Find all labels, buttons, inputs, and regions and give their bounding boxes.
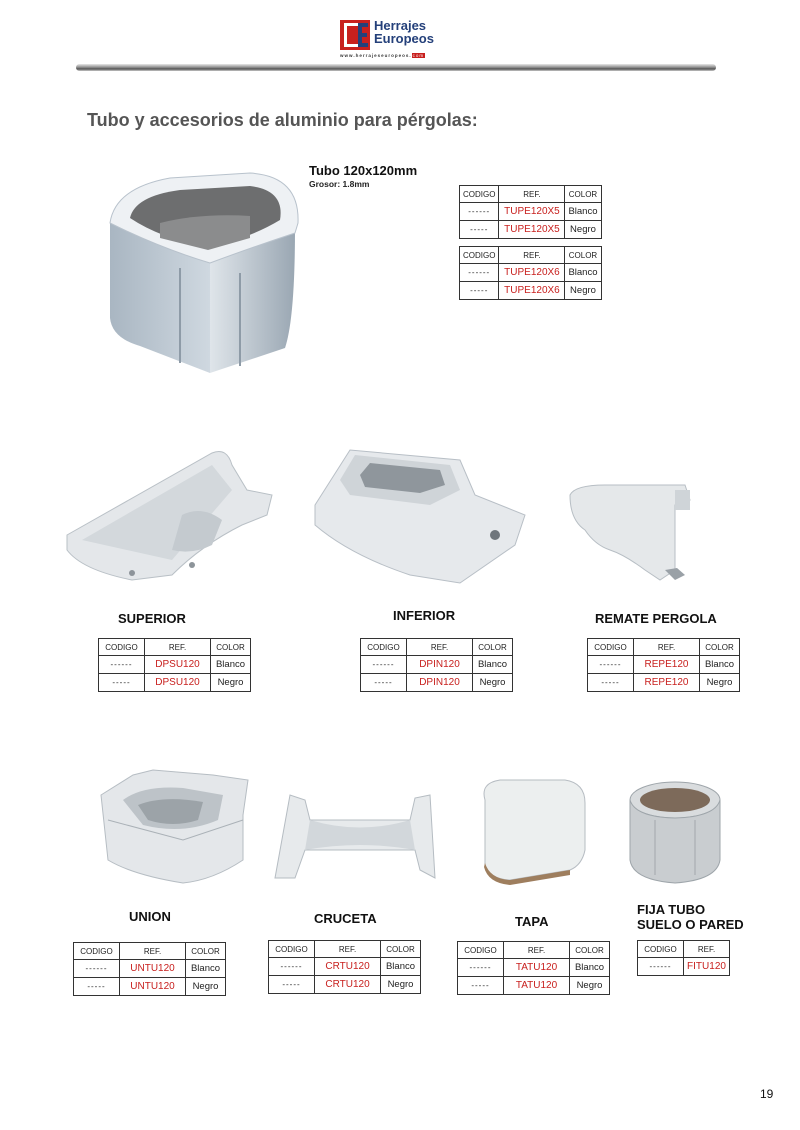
cell-codigo: -----: [99, 674, 145, 692]
cell-color: Blanco: [211, 656, 251, 674]
cell-ref: DPSU120: [145, 656, 211, 674]
cell-ref: TUPE120X5: [499, 203, 565, 221]
inferior-name: INFERIOR: [393, 608, 456, 623]
col-ref: REF.: [499, 247, 565, 264]
cell-ref: CRTU120: [315, 976, 381, 994]
brand-url: [340, 53, 425, 58]
inferior-image: [310, 435, 532, 585]
cell-color: Negro: [381, 976, 421, 994]
col-ref: REF.: [499, 186, 565, 203]
page-number: 19: [760, 1087, 774, 1101]
table-row: [361, 674, 513, 692]
cell-color: Negro: [211, 674, 251, 692]
table-header: [74, 943, 226, 960]
table-row: [99, 674, 251, 692]
brand-logo: [340, 17, 450, 63]
table-row: [588, 656, 740, 674]
tube-table-1: [459, 185, 602, 239]
cruceta-image: [270, 790, 440, 885]
col-color: COLOR: [381, 941, 421, 958]
table-header: [460, 186, 602, 203]
cell-codigo: -----: [588, 674, 634, 692]
brand-url-suffix: com: [412, 53, 425, 58]
cell-color: Blanco: [186, 960, 226, 978]
brand-name: [374, 19, 434, 45]
cell-color: Blanco: [700, 656, 740, 674]
logo-mark-icon: [340, 20, 370, 50]
table-row: [74, 960, 226, 978]
table-row: [458, 959, 610, 977]
col-color: COLOR: [473, 639, 513, 656]
cell-color: Negro: [565, 221, 601, 239]
cell-ref: REPE120: [634, 674, 700, 692]
cell-ref: TUPE120X5: [499, 221, 565, 239]
superior-name: SUPERIOR: [118, 611, 186, 626]
cell-color: Blanco: [570, 959, 610, 977]
col-ref: REF.: [407, 639, 473, 656]
col-codigo: CODIGO: [460, 247, 499, 264]
cell-ref: CRTU120: [315, 958, 381, 976]
table-row: [269, 976, 421, 994]
cell-codigo: -----: [460, 282, 499, 300]
table-row: [269, 958, 421, 976]
cell-ref: REPE120: [634, 656, 700, 674]
cell-codigo: -----: [269, 976, 315, 994]
table-header: [588, 639, 740, 656]
fija-image: [625, 775, 725, 887]
table-header: [638, 941, 730, 958]
remate-name: REMATE PERGOLA: [595, 611, 717, 626]
col-codigo: CODIGO: [269, 941, 315, 958]
tapa-table: [457, 941, 610, 995]
table-row: [361, 656, 513, 674]
cell-color: Negro: [473, 674, 513, 692]
col-ref: REF.: [145, 639, 211, 656]
col-codigo: CODIGO: [74, 943, 120, 960]
table-row: [460, 203, 602, 221]
cell-ref: TATU120: [504, 959, 570, 977]
union-name: UNION: [129, 909, 171, 924]
col-color: COLOR: [700, 639, 740, 656]
cell-color: Negro: [700, 674, 740, 692]
tube-table-2: [459, 246, 602, 300]
table-row: [458, 977, 610, 995]
col-ref: REF.: [684, 941, 730, 958]
tapa-image: [470, 775, 590, 885]
cell-color: Blanco: [381, 958, 421, 976]
col-codigo: CODIGO: [460, 186, 499, 203]
tube-thickness: Grosor: 1.8mm: [309, 179, 370, 189]
cell-codigo: ------: [99, 656, 145, 674]
col-ref: REF.: [315, 941, 381, 958]
cell-ref: DPSU120: [145, 674, 211, 692]
fija-name-line-1: FIJA TUBO: [637, 902, 706, 917]
table-header: [458, 942, 610, 959]
cell-codigo: -----: [460, 221, 499, 239]
cell-color: Blanco: [565, 203, 601, 221]
table-header: [361, 639, 513, 656]
col-color: COLOR: [570, 942, 610, 959]
cell-codigo: ------: [460, 203, 499, 221]
cruceta-table: [268, 940, 421, 994]
col-color: COLOR: [211, 639, 251, 656]
cell-codigo: ------: [361, 656, 407, 674]
brand-line-2: Europeos: [374, 31, 434, 46]
col-ref: REF.: [504, 942, 570, 959]
col-codigo: CODIGO: [361, 639, 407, 656]
cell-ref: DPIN120: [407, 674, 473, 692]
cell-codigo: ------: [458, 959, 504, 977]
inferior-table: [360, 638, 513, 692]
col-codigo: CODIGO: [638, 941, 684, 958]
fija-name-line-2: SUELO O PARED: [637, 917, 744, 932]
cell-ref: UNTU120: [120, 960, 186, 978]
cell-ref: TUPE120X6: [499, 282, 565, 300]
header-rule: [76, 64, 716, 71]
superior-image: [62, 445, 277, 585]
remate-image: [565, 480, 695, 585]
col-color: COLOR: [565, 186, 601, 203]
table-row: [588, 674, 740, 692]
col-codigo: CODIGO: [588, 639, 634, 656]
col-ref: REF.: [120, 943, 186, 960]
cell-color: Blanco: [473, 656, 513, 674]
table-header: [99, 639, 251, 656]
table-row: [460, 264, 602, 282]
cell-codigo: ------: [460, 264, 499, 282]
cell-codigo: ------: [588, 656, 634, 674]
union-image: [93, 760, 253, 885]
brand-url-prefix: www.herrajeseuropeos.: [340, 53, 412, 58]
col-color: COLOR: [186, 943, 226, 960]
cell-ref: UNTU120: [120, 978, 186, 996]
table-row: [460, 221, 602, 239]
cell-ref: TUPE120X6: [499, 264, 565, 282]
table-row: [460, 282, 602, 300]
cell-ref: FITU120: [684, 958, 730, 976]
table-header: [269, 941, 421, 958]
col-ref: REF.: [634, 639, 700, 656]
cell-codigo: -----: [458, 977, 504, 995]
cell-color: Blanco: [565, 264, 601, 282]
cell-color: Negro: [565, 282, 601, 300]
tapa-name: TAPA: [515, 914, 549, 929]
cell-codigo: ------: [74, 960, 120, 978]
col-color: COLOR: [565, 247, 601, 264]
fija-table: [637, 940, 730, 976]
brand-line-1: Herrajes: [374, 18, 427, 33]
cell-codigo: ------: [638, 958, 684, 976]
cell-ref: DPIN120: [407, 656, 473, 674]
fija-name: [637, 902, 744, 932]
tube-name: Tubo 120x120mm: [309, 163, 418, 178]
col-codigo: CODIGO: [458, 942, 504, 959]
remate-table: [587, 638, 740, 692]
table-row: [99, 656, 251, 674]
table-row: [638, 958, 730, 976]
cell-color: Negro: [570, 977, 610, 995]
table-header: [460, 247, 602, 264]
cell-codigo: ------: [269, 958, 315, 976]
col-codigo: CODIGO: [99, 639, 145, 656]
cruceta-name: CRUCETA: [314, 911, 377, 926]
page-title: Tubo y accesorios de aluminio para pérgolas:: [87, 110, 478, 130]
cell-ref: TATU120: [504, 977, 570, 995]
cell-codigo: -----: [361, 674, 407, 692]
superior-table: [98, 638, 251, 692]
cell-codigo: -----: [74, 978, 120, 996]
cell-color: Negro: [186, 978, 226, 996]
union-table: [73, 942, 226, 996]
table-row: [74, 978, 226, 996]
tube-image: [100, 168, 310, 383]
